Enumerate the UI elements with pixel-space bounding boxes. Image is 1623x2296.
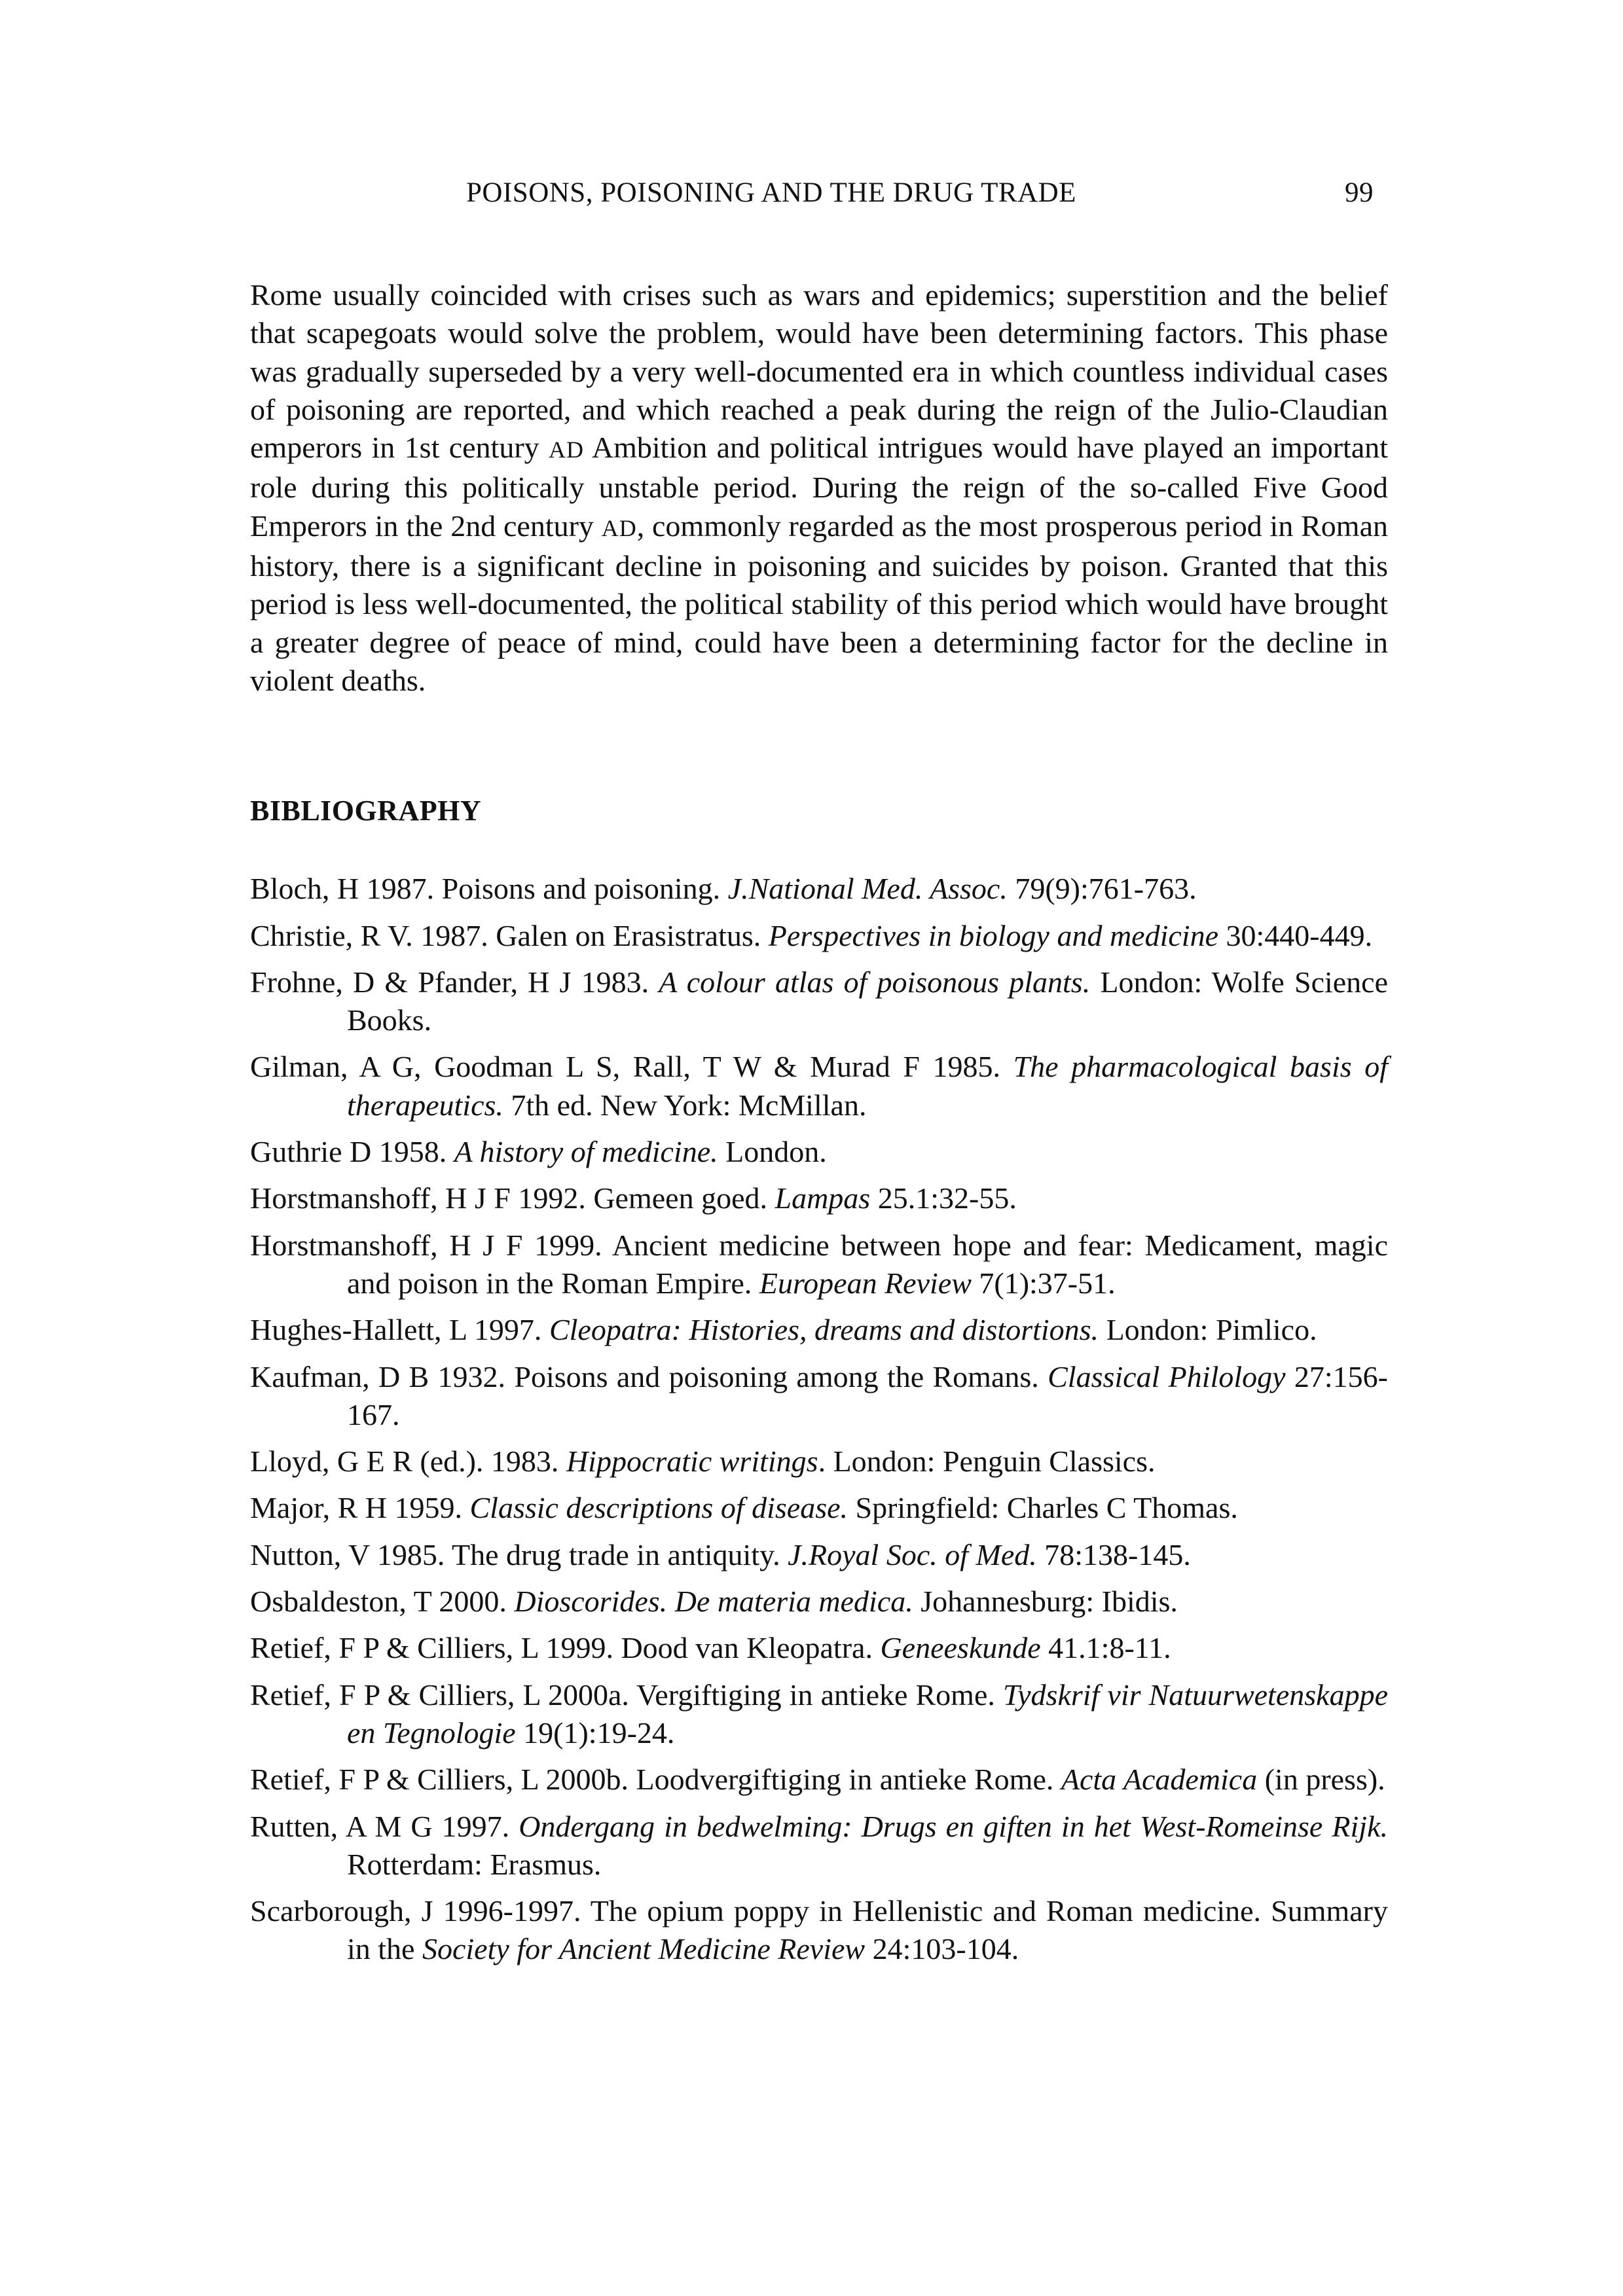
bibliography-entry bbox=[250, 1048, 1388, 1124]
entry-text: 27:156-167. bbox=[347, 1359, 1388, 1431]
entry-text: Osbaldeston, T 2000. bbox=[250, 1585, 515, 1619]
bibliography-entry bbox=[250, 1358, 1388, 1435]
entry-text: 7(1):37-51. bbox=[971, 1266, 1116, 1300]
entry-text: Frohne, D & Pfander, H J 1983. bbox=[250, 965, 659, 999]
bibliography-entry bbox=[250, 917, 1388, 955]
entry-title: Cleopatra: Histories, dreams and distortions. bbox=[549, 1313, 1099, 1347]
entry-title: Dioscorides. De materia medica. bbox=[514, 1585, 913, 1619]
entry-text: 7th ed. New York: McMillan. bbox=[503, 1088, 867, 1122]
entry-text: Retief, F P & Cilliers, L 2000a. Vergiftiging in antieke Rome. bbox=[250, 1677, 1003, 1712]
entry-text: 79(9):761-763. bbox=[1007, 872, 1197, 906]
entry-text: 25.1:32-55. bbox=[870, 1181, 1017, 1215]
bibliography-heading: BIBLIOGRAPHY bbox=[250, 795, 482, 827]
entry-title: Acta Academica bbox=[1061, 1763, 1258, 1797]
bibliography-entry bbox=[250, 1583, 1388, 1621]
bibliography-entry bbox=[250, 1808, 1388, 1884]
body-text-segment: Rome usually coincided with crises such as wars and epidemics; superstition and the belief that scapegoats would solve the problem, would have been determining factors. This phase was gradually superseded by a very well-documented era in which countless individual cases of poisoning are reported, and which reached a peak during the reign of the Julio-Claudian emperors in 1st century bbox=[250, 278, 1388, 465]
entry-text: London. bbox=[718, 1135, 827, 1169]
entry-title: A history of medicine. bbox=[454, 1135, 718, 1169]
entry-text: Johannesburg: Ibidis. bbox=[913, 1585, 1178, 1619]
bibliography-entry bbox=[250, 1761, 1388, 1799]
entry-title: The pharmacological basis of therapeutics. bbox=[347, 1050, 1388, 1122]
entry-text: Rutten, A M G 1997. bbox=[250, 1809, 519, 1843]
entry-text: London: Pimlico. bbox=[1099, 1313, 1317, 1347]
bibliography-entry bbox=[250, 1629, 1388, 1667]
bibliography-entry bbox=[250, 1227, 1388, 1303]
entry-text: Christie, R V. 1987. Galen on Erasistratus. bbox=[250, 918, 769, 952]
entry-text: Kaufman, D B 1932. Poisons and poisoning among the Romans. bbox=[250, 1359, 1048, 1393]
entry-text: Hughes-Hallett, L 1997. bbox=[250, 1313, 549, 1347]
entry-title: Classical Philology bbox=[1048, 1359, 1286, 1393]
entry-text: Retief, F P & Cilliers, L 1999. Dood van Kleopatra. bbox=[250, 1631, 881, 1665]
era-abbreviation: AD bbox=[601, 514, 637, 541]
bibliography-entry bbox=[250, 1892, 1388, 1969]
entry-text: London: Wolfe Science Books. bbox=[347, 965, 1389, 1037]
entry-text: Springfield: Charles C Thomas. bbox=[848, 1491, 1238, 1525]
page-number: 99 bbox=[1345, 177, 1374, 208]
entry-text: Scarborough, J 1996-1997. The opium poppy in Hellenistic and Roman medicine. Summary in the bbox=[250, 1894, 1388, 1966]
entry-text: (in press). bbox=[1257, 1763, 1385, 1797]
entry-text: . London: Penguin Classics. bbox=[818, 1444, 1156, 1479]
running-title: POISONS, POISONING AND THE DRUG TRADE bbox=[466, 177, 1076, 208]
body-paragraph bbox=[250, 276, 1388, 700]
running-header bbox=[250, 173, 1388, 213]
entry-text: Horstmanshoff, H J F 1999. Ancient medicine between hope and fear: Medicament, magic and poison in the Roman Empire. bbox=[250, 1228, 1388, 1300]
entry-text: Horstmanshoff, H J F 1992. Gemeen goed. bbox=[250, 1181, 775, 1215]
bibliography-entry bbox=[250, 1443, 1388, 1480]
bibliography-entry bbox=[250, 1179, 1388, 1217]
bibliography-entry bbox=[250, 870, 1388, 908]
bibliography-entry bbox=[250, 1311, 1388, 1349]
entry-title: J.National Med. Assoc. bbox=[727, 872, 1008, 906]
entry-text: 30:440-449. bbox=[1218, 918, 1373, 952]
entry-text: 19(1):19-24. bbox=[515, 1715, 675, 1749]
entry-text: 24:103-104. bbox=[865, 1932, 1019, 1966]
bibliography-list bbox=[250, 870, 1388, 1968]
entry-title: Perspectives in biology and medicine bbox=[768, 918, 1218, 952]
entry-text: Gilman, A G, Goodman L S, Rall, T W & Murad F 1985. bbox=[250, 1050, 1013, 1084]
entry-title: Tydskrif vir Natuurwetenskappe en Tegnologie bbox=[347, 1677, 1388, 1749]
entry-title: Ondergang in bedwelming: Drugs en giften in het West-Romeinse Rijk. bbox=[519, 1809, 1388, 1843]
entry-text: Retief, F P & Cilliers, L 2000b. Loodvergiftiging in antieke Rome. bbox=[250, 1763, 1061, 1797]
document-page bbox=[250, 173, 1388, 1977]
entry-text: Lloyd, G E R (ed.). 1983. bbox=[250, 1444, 566, 1479]
entry-title: European Review bbox=[759, 1266, 972, 1300]
body-text-segment: , commonly regarded as the most prosperous period in Roman history, there is a significant decline in poisoning and suicides by poison. Granted that this period is less well-documented, the political stability of this period which would have brought a greater degree of peace of mind, could have been a determining factor for the decline in violent deaths. bbox=[250, 509, 1389, 697]
bibliography-entry bbox=[250, 1133, 1388, 1171]
entry-title: Classic descriptions of disease. bbox=[469, 1491, 848, 1525]
entry-text: Bloch, H 1987. Poisons and poisoning. bbox=[250, 872, 728, 906]
bibliography-entry bbox=[250, 1489, 1388, 1527]
entry-text: Nutton, V 1985. The drug trade in antiquity. bbox=[250, 1537, 788, 1571]
entry-text: Rotterdam: Erasmus. bbox=[347, 1847, 602, 1881]
entry-text: 41.1:8-11. bbox=[1040, 1631, 1171, 1665]
body-text-segment: Ambition and political intrigues would have played an important role during this politically unstable period. During the reign of the so-called Five Good Emperors in the 2nd century bbox=[250, 431, 1389, 543]
entry-text: Major, R H 1959. bbox=[250, 1491, 470, 1525]
entry-title: J.Royal Soc. of Med. bbox=[788, 1537, 1037, 1571]
entry-title: Geneeskunde bbox=[880, 1631, 1041, 1665]
entry-title: Hippocratic writings bbox=[566, 1444, 818, 1479]
bibliography-entry bbox=[250, 1536, 1388, 1574]
era-abbreviation: AD bbox=[549, 437, 585, 463]
bibliography-entry bbox=[250, 963, 1388, 1040]
entry-text: 78:138-145. bbox=[1036, 1537, 1191, 1571]
entry-text: Guthrie D 1958. bbox=[250, 1135, 454, 1169]
entry-title: Society for Ancient Medicine Review bbox=[422, 1932, 866, 1966]
entry-title: A colour atlas of poisonous plants. bbox=[659, 965, 1091, 999]
entry-title: Lampas bbox=[775, 1181, 871, 1215]
bibliography-entry bbox=[250, 1676, 1388, 1753]
